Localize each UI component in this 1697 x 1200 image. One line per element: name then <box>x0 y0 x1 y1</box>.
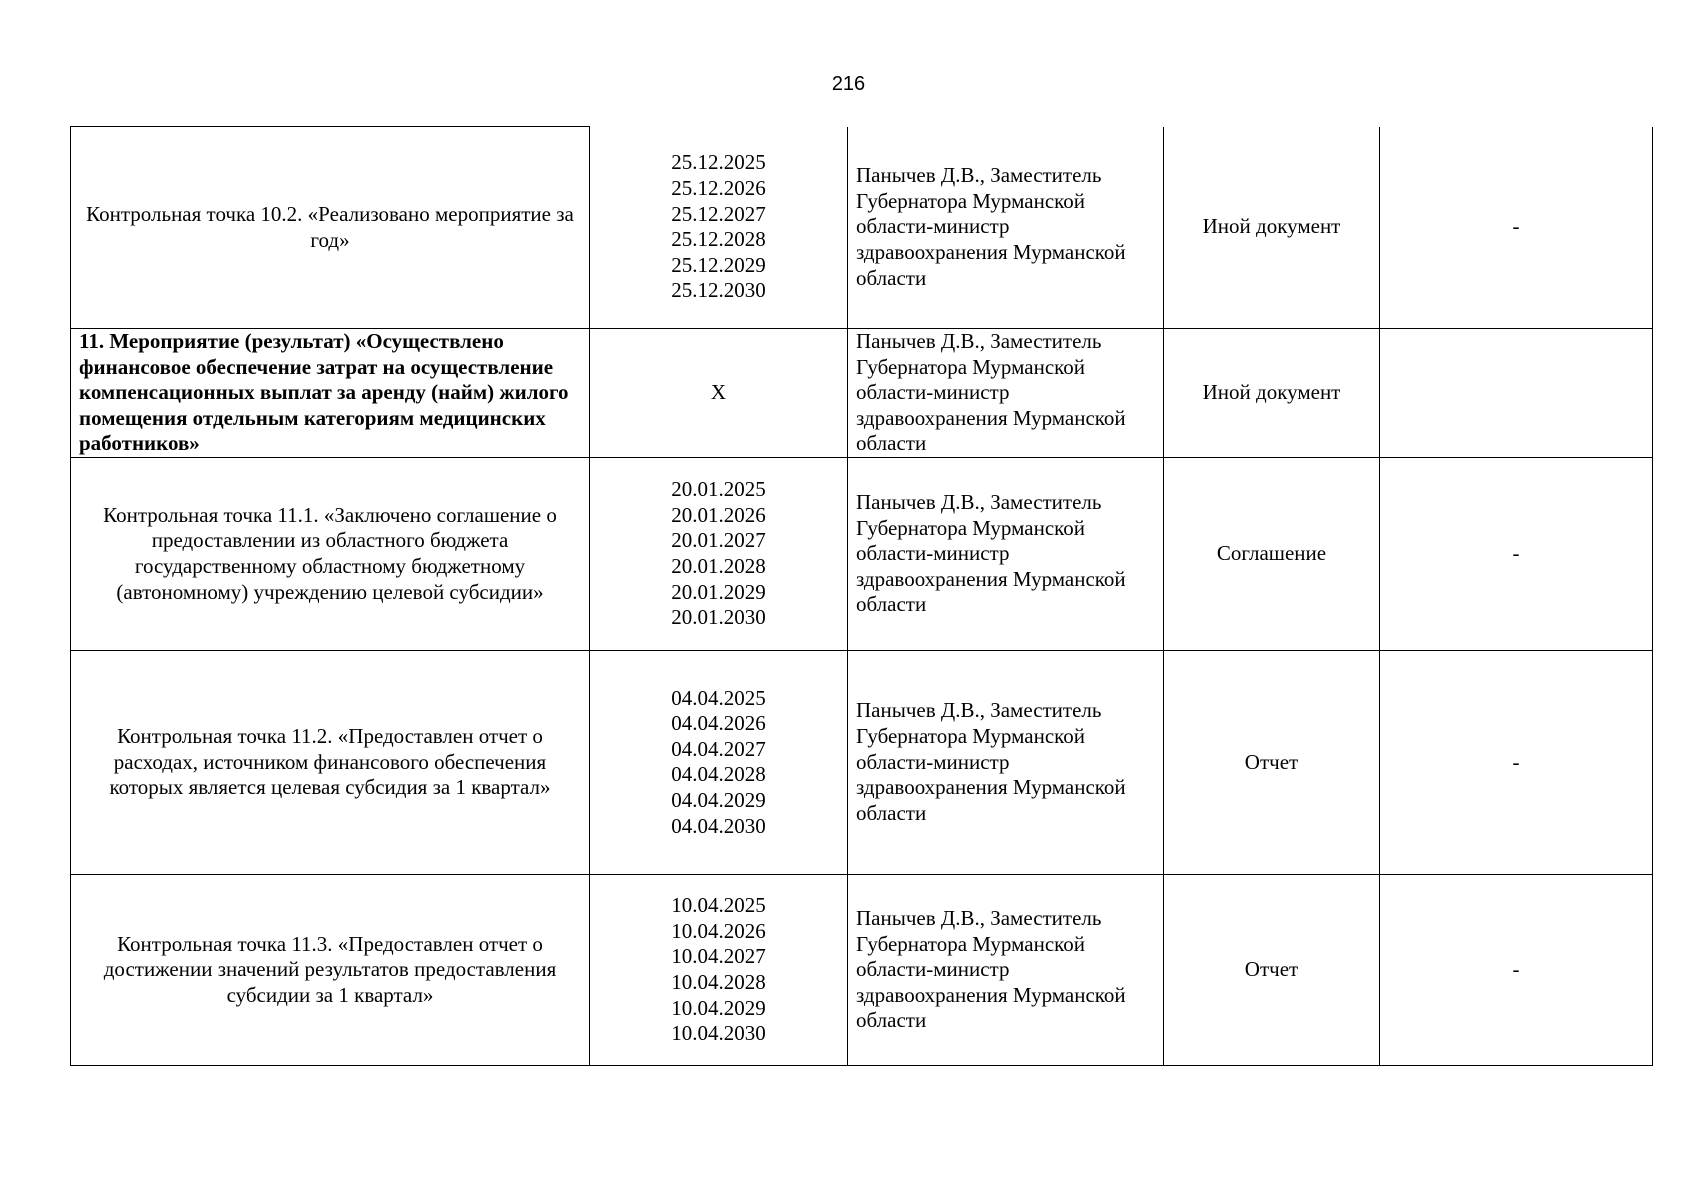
document-type: Иной документ <box>1202 214 1341 239</box>
document-type: Соглашение <box>1216 541 1327 566</box>
page-number: 216 <box>831 73 866 95</box>
document-type-cell <box>1164 874 1380 1065</box>
event-title: Контрольная точка 10.2. «Реализовано мероприятие за год» <box>86 201 574 252</box>
note: - <box>1512 541 1520 566</box>
date-item: 20.01.2028 <box>671 553 766 578</box>
date-item: 04.04.2025 <box>671 685 766 710</box>
responsible-cell <box>848 650 1164 874</box>
dates-cell <box>590 457 848 650</box>
document-type-cell <box>1164 127 1380 329</box>
document-type: Иной документ <box>1202 380 1341 405</box>
document-type: Отчет <box>1244 957 1299 982</box>
event-title: Контрольная точка 11.3. «Предоставлен отчет о достижении значений результатов предоставления субсидии за 1 квартал» <box>103 931 557 1007</box>
date-item: 10.04.2030 <box>671 1021 766 1046</box>
date-item: 04.04.2029 <box>671 788 766 813</box>
table-row <box>71 874 1653 1065</box>
note: - <box>1512 957 1520 982</box>
event-title-cell <box>71 874 590 1065</box>
date-item: X <box>710 380 727 405</box>
date-item: 04.04.2027 <box>671 736 766 761</box>
date-item: 25.12.2030 <box>671 278 766 303</box>
date-item: 25.12.2026 <box>671 176 766 201</box>
document-type-cell <box>1164 329 1380 458</box>
dates-cell <box>590 329 848 458</box>
note-cell <box>1380 457 1653 650</box>
dates-cell <box>590 127 848 329</box>
note: - <box>1512 214 1520 239</box>
responsible-person: Панычев Д.В., Заместитель Губернатора Мурманской области-министр здравоохранения Мурманской области <box>856 163 1126 290</box>
responsible-person: Панычев Д.В., Заместитель Губернатора Мурманской области-министр здравоохранения Мурманской области <box>856 905 1126 1033</box>
table-row <box>71 650 1653 874</box>
document-type-cell <box>1164 650 1380 874</box>
event-title-cell <box>71 650 590 874</box>
note-cell <box>1380 874 1653 1065</box>
responsible-person: Панычев Д.В., Заместитель Губернатора Мурманской области-министр здравоохранения Мурманской области <box>856 489 1126 617</box>
date-item: 20.01.2029 <box>671 579 766 604</box>
note-cell <box>1380 329 1653 458</box>
date-item: 20.01.2027 <box>671 528 766 553</box>
date-item: 04.04.2030 <box>671 813 766 838</box>
date-item: 10.04.2026 <box>671 918 766 943</box>
table-body <box>71 127 1653 1066</box>
note-cell <box>1380 650 1653 874</box>
control-points-table <box>70 126 1653 1066</box>
document-type: Отчет <box>1244 749 1299 774</box>
event-title: Контрольная точка 11.1. «Заключено соглашение о предоставлении из областного бюджета государственному областному бюджетному (автономному) учреждению целевой субсидии» <box>103 502 557 604</box>
note: - <box>1512 749 1520 774</box>
dates-cell <box>590 650 848 874</box>
table-row <box>71 127 1653 329</box>
date-item: 20.01.2025 <box>671 477 766 502</box>
date-item: 25.12.2025 <box>671 150 766 175</box>
date-item: 04.04.2028 <box>671 762 766 787</box>
dates-cell <box>590 874 848 1065</box>
date-item: 20.01.2030 <box>671 605 766 630</box>
date-item: 25.12.2027 <box>671 201 766 226</box>
event-title: Контрольная точка 11.2. «Предоставлен отчет о расходах, источником финансового обеспечения которых является целевая субсидия за 1 квартал» <box>109 724 551 800</box>
event-title-cell <box>71 127 590 329</box>
date-item: 20.01.2026 <box>671 502 766 527</box>
date-item: 10.04.2028 <box>671 969 766 994</box>
event-title-cell <box>71 457 590 650</box>
event-title-cell <box>71 329 590 458</box>
responsible-cell <box>848 874 1164 1065</box>
date-item: 04.04.2026 <box>671 711 766 736</box>
table-row <box>71 457 1653 650</box>
responsible-cell <box>848 127 1164 329</box>
document-type-cell <box>1164 457 1380 650</box>
responsible-person: Панычев Д.В., Заместитель Губернатора Мурманской области-министр здравоохранения Мурманской области <box>856 698 1126 825</box>
responsible-cell <box>848 329 1164 458</box>
responsible-person: Панычев Д.В., Заместитель Губернатора Мурманской области-министр здравоохранения Мурманской области <box>856 329 1126 456</box>
date-item: 25.12.2028 <box>671 227 766 252</box>
date-item: 25.12.2029 <box>671 252 766 277</box>
event-title: 11. Мероприятие (результат) «Осуществлено финансовое обеспечение затрат на осуществление компенсационных выплат за аренду (найм) жилого помещения отдельным категориям медицинских работников» <box>79 329 569 456</box>
responsible-cell <box>848 457 1164 650</box>
table-row <box>71 329 1653 458</box>
note-cell <box>1380 127 1653 329</box>
date-item: 10.04.2029 <box>671 995 766 1020</box>
date-item: 10.04.2027 <box>671 944 766 969</box>
date-item: 10.04.2025 <box>671 893 766 918</box>
